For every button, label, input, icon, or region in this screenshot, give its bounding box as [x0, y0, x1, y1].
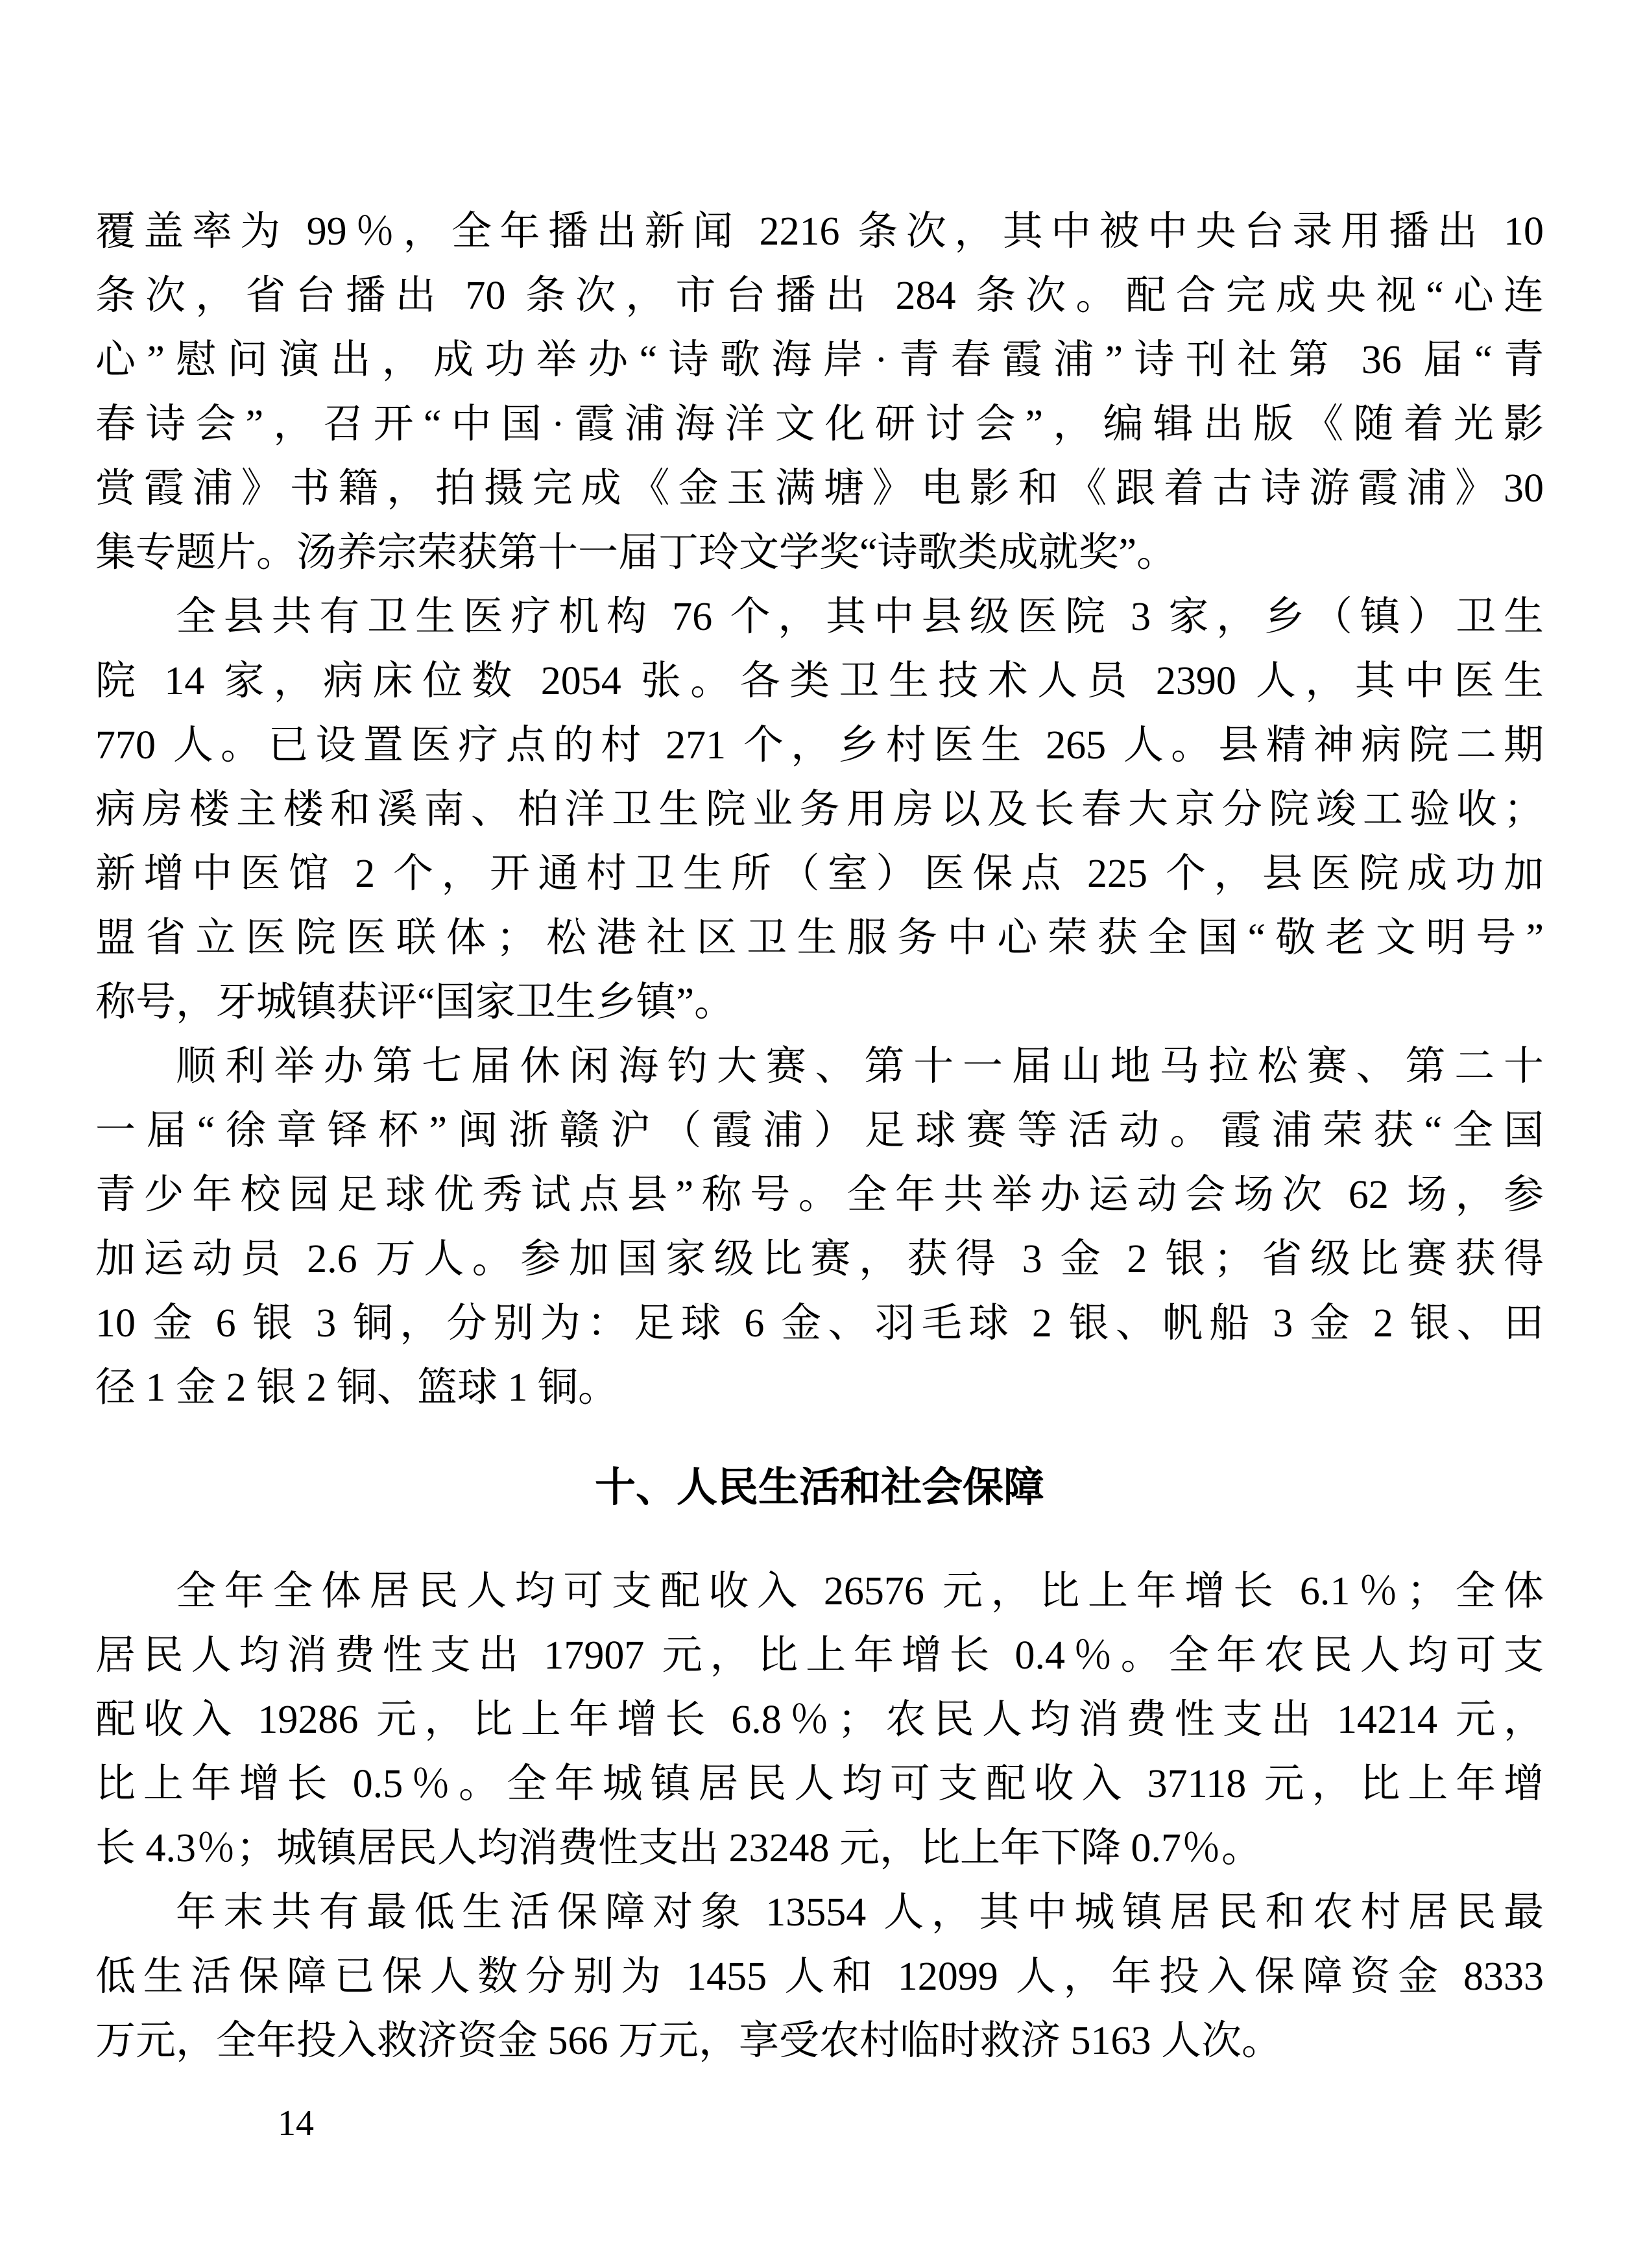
- text-line: 覆盖率为 99％，全年播出新闻 2216 条次，其中被中央台录用播出 10: [95, 210, 1544, 254]
- text-line: 全县共有卫生医疗机构 76 个，其中县级医院 3 家，乡（镇）卫生: [176, 595, 1544, 639]
- text-line: 赏霞浦》书籍，拍摄完成《金玉满塘》电影和《跟着古诗游霞浦》30: [95, 466, 1544, 511]
- page-number: 14: [278, 2103, 314, 2143]
- text-line: 病房楼主楼和溪南、柏洋卫生院业务用房以及长春大京分院竣工验收；: [95, 788, 1544, 832]
- text-line: 低生活保障已保人数分别为 1455 人和 12099 人，年投入保障资金 8333: [95, 1955, 1544, 1999]
- body-text-upper: [95, 200, 1544, 1420]
- text-line: 顺利举办第七届休闲海钓大赛、第十一届山地马拉松赛、第二十: [176, 1044, 1544, 1089]
- text-line: 院 14 家，病床位数 2054 张。各类卫生技术人员 2390 人，其中医生: [95, 659, 1544, 703]
- text-line: 居民人均消费性支出 17907 元，比上年增长 0.4％。全年农民人均可支: [95, 1634, 1544, 1678]
- paragraph: [95, 200, 1544, 585]
- section-heading: 十、人民生活和社会保障: [595, 1465, 1044, 1510]
- text-line: 径 1 金 2 银 2 铜、篮球 1 铜。: [95, 1366, 619, 1410]
- paragraph: [95, 1035, 1544, 1420]
- paragraph: [95, 1560, 1544, 1881]
- text-line: 新增中医馆 2 个，开通村卫生所（室）医保点 225 个，县医院成功加: [95, 852, 1544, 896]
- text-line: 全年全体居民人均可支配收入 26576 元，比上年增长 6.1％；全体: [176, 1569, 1544, 1613]
- text-line: 万元，全年投入救济资金 566 万元，享受农村临时救济 5163 人次。: [95, 2019, 1282, 2063]
- text-line: 心”慰问演出，成功举办“诗歌海岸·青春霞浦”诗刊社第 36 届“青: [95, 338, 1544, 382]
- text-line: 配收入 19286 元，比上年增长 6.8％；农民人均消费性支出 14214 元，: [95, 1698, 1544, 1742]
- text-line: 条次，省台播出 70 条次，市台播出 284 条次。配合完成央视“心连: [95, 274, 1544, 318]
- text-line: 770 人。已设置医疗点的村 271 个，乡村医生 265 人。县精神病院二期: [95, 723, 1544, 767]
- text-line: 长 4.3％；城镇居民人均消费性支出 23248 元，比上年下降 0.7％。: [95, 1826, 1262, 1870]
- paragraph: [95, 585, 1544, 1035]
- body-text-lower: [95, 1560, 1544, 2073]
- text-line: 一届“徐章铎杯”闽浙赣沪（霞浦）足球赛等活动。霞浦荣获“全国: [95, 1109, 1544, 1153]
- text-line: 集专题片。汤养宗荣获第十一届丁玲文学奖“诗歌类成就奖”。: [95, 531, 1177, 575]
- text-line: 称号，牙城镇获评“国家卫生乡镇”。: [95, 980, 735, 1024]
- text-line: 盟省立医院医联体；松港社区卫生服务中心荣获全国“敬老文明号”: [95, 916, 1544, 960]
- text-line: 年末共有最低生活保障对象 13554 人，其中城镇居民和农村居民最: [176, 1890, 1544, 1935]
- text-line: 春诗会”，召开“中国·霞浦海洋文化研讨会”，编辑出版《随着光影: [95, 402, 1544, 446]
- text-line: 10 金 6 银 3 铜，分别为：足球 6 金、羽毛球 2 银、帆船 3 金 2 银、田: [95, 1301, 1544, 1345]
- paragraph: [95, 1881, 1544, 2073]
- text-line: 比上年增长 0.5％。全年城镇居民人均可支配收入 37118 元，比上年增: [95, 1762, 1544, 1806]
- text-line: 青少年校园足球优秀试点县”称号。全年共举办运动会场次 62 场，参: [95, 1173, 1544, 1217]
- text-line: 加运动员 2.6 万人。参加国家级比赛，获得 3 金 2 银；省级比赛获得: [95, 1237, 1544, 1281]
